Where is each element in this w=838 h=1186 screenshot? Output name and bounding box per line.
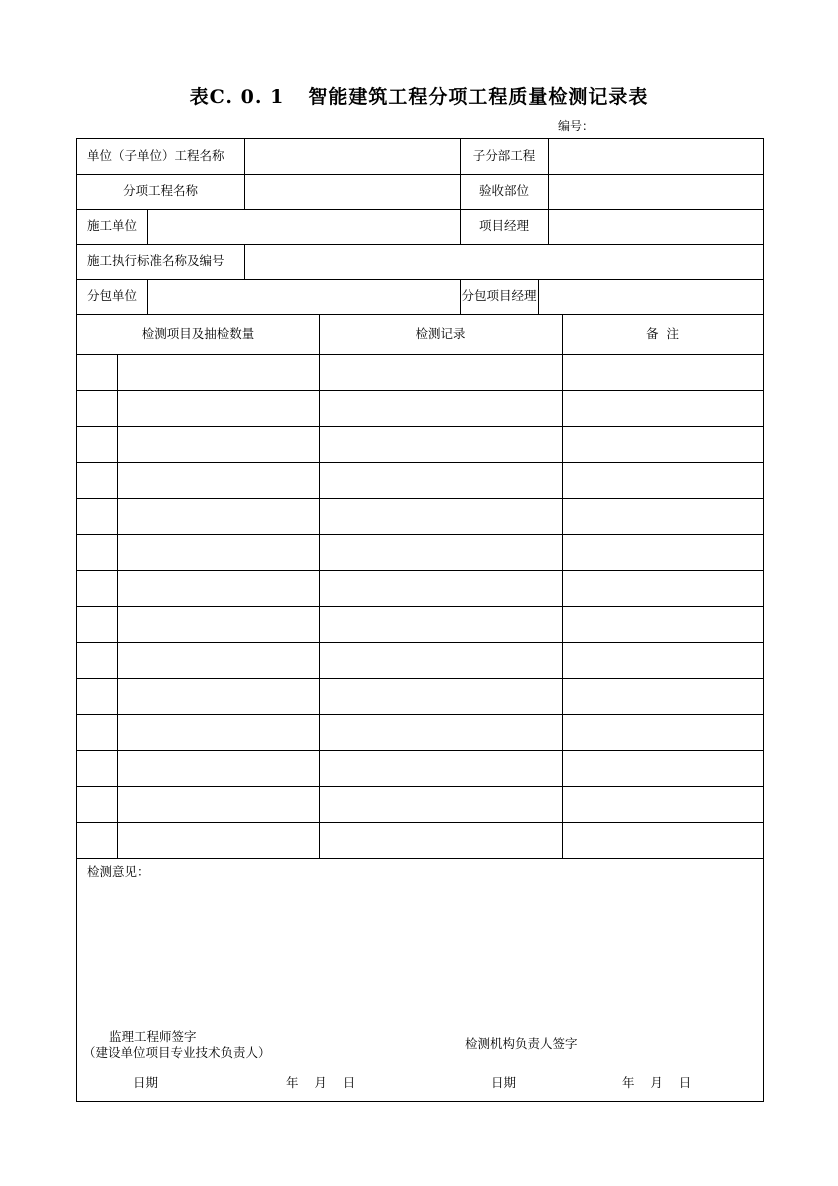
sub-project-manager-label: 分包项目经理 xyxy=(461,288,537,303)
column-header-remarks: 备 注 xyxy=(646,326,679,341)
col-divider xyxy=(562,314,563,858)
standard-label: 施工执行标准名称及编号 xyxy=(87,253,225,268)
col-divider xyxy=(117,354,118,858)
date-ymd-left: 年 月 日 xyxy=(286,1075,356,1090)
row-divider xyxy=(77,354,763,355)
acceptance-part-label: 验收部位 xyxy=(478,183,529,198)
row-divider xyxy=(77,606,763,607)
record-form xyxy=(76,138,764,1102)
row-divider xyxy=(77,498,763,499)
sub-item-name-label: 分项工程名称 xyxy=(122,183,198,198)
col-divider xyxy=(147,279,148,314)
form-title-text: 智能建筑工程分项工程质量检测记录表 xyxy=(308,86,649,108)
row-divider xyxy=(77,786,763,787)
date-label-left: 日期 xyxy=(133,1075,159,1090)
sub-division-label: 子分部工程 xyxy=(472,148,536,163)
row-divider xyxy=(77,678,763,679)
row-divider xyxy=(77,714,763,715)
col-divider xyxy=(244,244,245,279)
row-divider xyxy=(77,858,763,859)
form-code: 表C. 0. 1 xyxy=(189,86,285,108)
date-ymd-right: 年 月 日 xyxy=(622,1075,692,1090)
row-divider xyxy=(77,462,763,463)
row-divider xyxy=(77,174,763,175)
column-header-records: 检测记录 xyxy=(415,326,466,341)
row-divider xyxy=(77,426,763,427)
subcontractor-label: 分包单位 xyxy=(87,288,138,303)
column-header-items: 检测项目及抽检数量 xyxy=(141,326,255,341)
form-title xyxy=(0,82,838,109)
row-divider xyxy=(77,642,763,643)
row-divider xyxy=(77,750,763,751)
project-manager-label: 项目经理 xyxy=(478,218,529,233)
row-divider xyxy=(77,534,763,535)
row-divider xyxy=(77,279,763,280)
col-divider xyxy=(244,139,245,209)
supervisor-signature-label: 监理工程师签字 xyxy=(109,1029,197,1044)
row-divider xyxy=(77,822,763,823)
col-divider xyxy=(147,209,148,244)
unit-project-name-label: 单位（子单位）工程名称 xyxy=(87,148,225,163)
row-divider xyxy=(77,209,763,210)
supervisor-role-note: （建设单位项目专业技术负责人） xyxy=(83,1045,271,1060)
inspection-opinion-label: 检测意见： xyxy=(87,864,150,879)
agency-signature-label: 检测机构负责人签字 xyxy=(465,1036,578,1051)
row-divider xyxy=(77,390,763,391)
row-divider xyxy=(77,314,763,315)
construction-unit-label: 施工单位 xyxy=(87,218,138,233)
row-divider xyxy=(77,570,763,571)
col-divider xyxy=(319,314,320,858)
date-label-right: 日期 xyxy=(491,1075,517,1090)
row-divider xyxy=(77,244,763,245)
col-divider xyxy=(548,139,549,244)
col-divider xyxy=(538,279,539,314)
serial-number-label: 编号： xyxy=(558,119,595,133)
